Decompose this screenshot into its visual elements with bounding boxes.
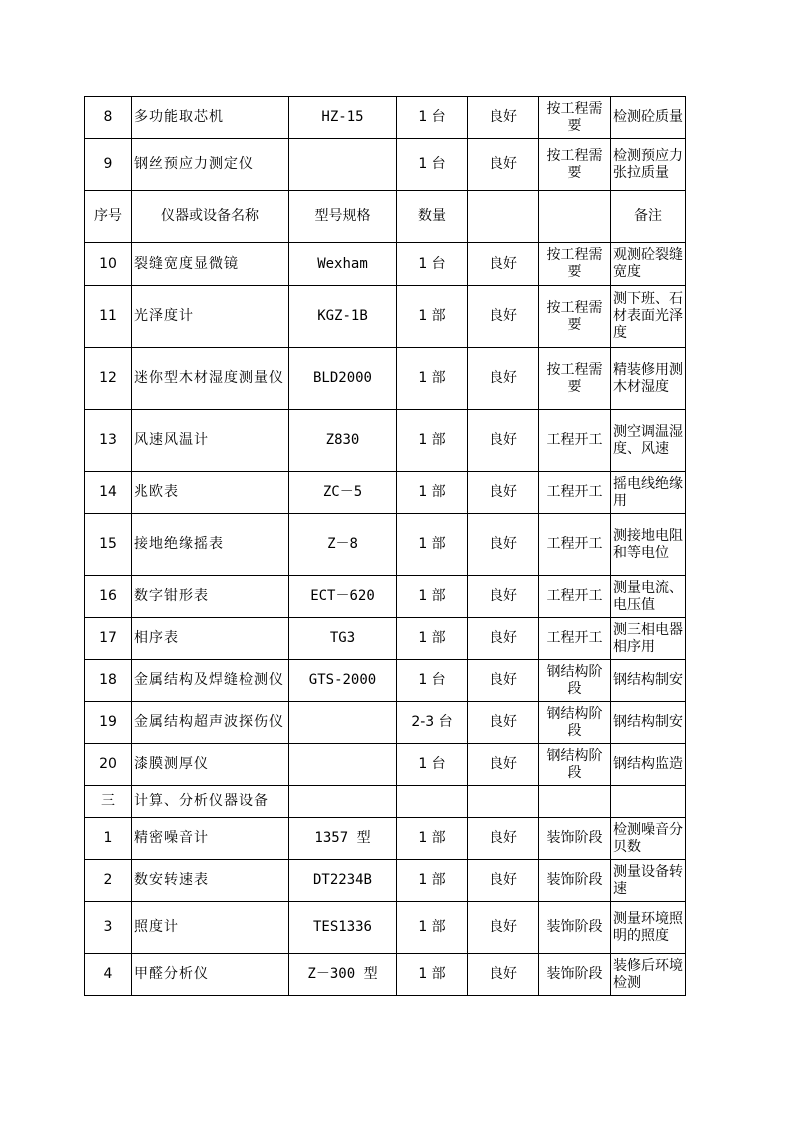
cell-usage bbox=[539, 786, 611, 818]
cell-model: KGZ-1B bbox=[289, 286, 397, 348]
cell-usage: 工程开工 bbox=[539, 514, 611, 576]
cell-note: 测量电流、电压值 bbox=[611, 576, 686, 618]
cell-model: 1357 型 bbox=[289, 818, 397, 860]
cell-usage: 工程开工 bbox=[539, 472, 611, 514]
header-usage bbox=[539, 191, 611, 243]
cell-model: DT2234B bbox=[289, 860, 397, 902]
cell-name: 裂缝宽度显微镜 bbox=[132, 243, 289, 286]
cell-no: 1 bbox=[85, 818, 132, 860]
cell-qty: 2-3 台 bbox=[397, 702, 468, 744]
table-row bbox=[85, 618, 686, 660]
cell-note: 装修后环境检测 bbox=[611, 954, 686, 996]
table-row bbox=[85, 660, 686, 702]
cell-model: Wexham bbox=[289, 243, 397, 286]
cell-condition: 良好 bbox=[468, 576, 539, 618]
cell-usage: 工程开工 bbox=[539, 576, 611, 618]
cell-no: 15 bbox=[85, 514, 132, 576]
cell-qty: 1 部 bbox=[397, 618, 468, 660]
cell-qty: 1 部 bbox=[397, 576, 468, 618]
table-row bbox=[85, 818, 686, 860]
cell-name: 精密噪音计 bbox=[132, 818, 289, 860]
cell-note: 测量设备转速 bbox=[611, 860, 686, 902]
cell-condition: 良好 bbox=[468, 243, 539, 286]
cell-condition: 良好 bbox=[468, 97, 539, 139]
cell-name: 多功能取芯机 bbox=[132, 97, 289, 139]
cell-no: 14 bbox=[85, 472, 132, 514]
cell-name: 风速风温计 bbox=[132, 410, 289, 472]
cell-no: 16 bbox=[85, 576, 132, 618]
cell-qty: 1 台 bbox=[397, 97, 468, 139]
cell-model bbox=[289, 702, 397, 744]
table-row bbox=[85, 286, 686, 348]
cell-no: 10 bbox=[85, 243, 132, 286]
cell-no: 19 bbox=[85, 702, 132, 744]
table-row bbox=[85, 243, 686, 286]
cell-condition: 良好 bbox=[468, 744, 539, 786]
cell-note: 检测噪音分贝数 bbox=[611, 818, 686, 860]
cell-note: 钢结构制安 bbox=[611, 660, 686, 702]
cell-usage: 按工程需要 bbox=[539, 139, 611, 191]
cell-name: 兆欧表 bbox=[132, 472, 289, 514]
cell-note: 测下班、石材表面光泽度 bbox=[611, 286, 686, 348]
cell-name: 计算、分析仪器设备 bbox=[132, 786, 289, 818]
cell-qty: 1 部 bbox=[397, 472, 468, 514]
table-row bbox=[85, 97, 686, 139]
cell-usage: 工程开工 bbox=[539, 618, 611, 660]
cell-note: 测量环境照明的照度 bbox=[611, 902, 686, 954]
cell-condition: 良好 bbox=[468, 286, 539, 348]
table-row bbox=[85, 702, 686, 744]
cell-no: 2 bbox=[85, 860, 132, 902]
table-row bbox=[85, 514, 686, 576]
header-qty: 数量 bbox=[397, 191, 468, 243]
header-model: 型号规格 bbox=[289, 191, 397, 243]
table-row bbox=[85, 786, 686, 818]
cell-model: ECT－620 bbox=[289, 576, 397, 618]
table-row bbox=[85, 410, 686, 472]
cell-no: 20 bbox=[85, 744, 132, 786]
cell-note: 测接地电阻和等电位 bbox=[611, 514, 686, 576]
cell-qty: 1 部 bbox=[397, 954, 468, 996]
cell-usage: 装饰阶段 bbox=[539, 902, 611, 954]
cell-model: TES1336 bbox=[289, 902, 397, 954]
cell-note: 检测砼质量 bbox=[611, 97, 686, 139]
table-header-row bbox=[85, 191, 686, 243]
cell-no: 13 bbox=[85, 410, 132, 472]
cell-usage: 钢结构阶段 bbox=[539, 660, 611, 702]
cell-qty: 1 部 bbox=[397, 902, 468, 954]
cell-no: 18 bbox=[85, 660, 132, 702]
table-row bbox=[85, 954, 686, 996]
cell-name: 照度计 bbox=[132, 902, 289, 954]
cell-name: 接地绝缘摇表 bbox=[132, 514, 289, 576]
header-no: 序号 bbox=[85, 191, 132, 243]
cell-model: HZ-15 bbox=[289, 97, 397, 139]
cell-usage: 装饰阶段 bbox=[539, 818, 611, 860]
cell-name: 光泽度计 bbox=[132, 286, 289, 348]
cell-name: 金属结构及焊缝检测仪 bbox=[132, 660, 289, 702]
cell-model: Z830 bbox=[289, 410, 397, 472]
cell-note: 钢结构监造 bbox=[611, 744, 686, 786]
cell-condition bbox=[468, 786, 539, 818]
cell-no: 11 bbox=[85, 286, 132, 348]
cell-name: 迷你型木材湿度测量仪 bbox=[132, 348, 289, 410]
cell-condition: 良好 bbox=[468, 860, 539, 902]
cell-usage: 按工程需要 bbox=[539, 286, 611, 348]
cell-usage: 钢结构阶段 bbox=[539, 744, 611, 786]
cell-model: ZC－5 bbox=[289, 472, 397, 514]
cell-condition: 良好 bbox=[468, 139, 539, 191]
cell-note: 测三相电器相序用 bbox=[611, 618, 686, 660]
table-row bbox=[85, 860, 686, 902]
cell-name: 甲醛分析仪 bbox=[132, 954, 289, 996]
cell-model bbox=[289, 744, 397, 786]
cell-note: 摇电线绝缘用 bbox=[611, 472, 686, 514]
cell-note: 精装修用测木材湿度 bbox=[611, 348, 686, 410]
cell-condition: 良好 bbox=[468, 902, 539, 954]
cell-no: 8 bbox=[85, 97, 132, 139]
cell-model: BLD2000 bbox=[289, 348, 397, 410]
cell-condition: 良好 bbox=[468, 514, 539, 576]
cell-no: 12 bbox=[85, 348, 132, 410]
cell-qty: 1 部 bbox=[397, 286, 468, 348]
cell-no: 17 bbox=[85, 618, 132, 660]
cell-no: 4 bbox=[85, 954, 132, 996]
header-note: 备注 bbox=[611, 191, 686, 243]
equipment-table-body bbox=[85, 97, 686, 996]
cell-name: 数安转速表 bbox=[132, 860, 289, 902]
cell-usage: 装饰阶段 bbox=[539, 954, 611, 996]
cell-condition: 良好 bbox=[468, 348, 539, 410]
cell-usage: 按工程需要 bbox=[539, 97, 611, 139]
cell-usage: 装饰阶段 bbox=[539, 860, 611, 902]
equipment-table bbox=[84, 96, 686, 996]
cell-no: 三 bbox=[85, 786, 132, 818]
table-row bbox=[85, 348, 686, 410]
cell-qty bbox=[397, 786, 468, 818]
cell-condition: 良好 bbox=[468, 660, 539, 702]
cell-name: 钢丝预应力测定仪 bbox=[132, 139, 289, 191]
cell-qty: 1 部 bbox=[397, 410, 468, 472]
cell-model: Z－8 bbox=[289, 514, 397, 576]
cell-usage: 工程开工 bbox=[539, 410, 611, 472]
cell-name: 金属结构超声波探伤仪 bbox=[132, 702, 289, 744]
cell-note: 观测砼裂缝宽度 bbox=[611, 243, 686, 286]
cell-usage: 按工程需要 bbox=[539, 243, 611, 286]
header-name: 仪器或设备名称 bbox=[132, 191, 289, 243]
cell-no: 9 bbox=[85, 139, 132, 191]
cell-qty: 1 部 bbox=[397, 514, 468, 576]
cell-condition: 良好 bbox=[468, 618, 539, 660]
cell-name: 数字钳形表 bbox=[132, 576, 289, 618]
cell-usage: 按工程需要 bbox=[539, 348, 611, 410]
cell-condition: 良好 bbox=[468, 702, 539, 744]
cell-qty: 1 部 bbox=[397, 860, 468, 902]
table-row bbox=[85, 744, 686, 786]
cell-model: GTS-2000 bbox=[289, 660, 397, 702]
cell-no: 3 bbox=[85, 902, 132, 954]
cell-condition: 良好 bbox=[468, 818, 539, 860]
cell-model bbox=[289, 139, 397, 191]
cell-note bbox=[611, 786, 686, 818]
cell-model: Z－300 型 bbox=[289, 954, 397, 996]
cell-qty: 1 台 bbox=[397, 660, 468, 702]
cell-model: TG3 bbox=[289, 618, 397, 660]
cell-note: 检测预应力张拉质量 bbox=[611, 139, 686, 191]
cell-qty: 1 台 bbox=[397, 139, 468, 191]
cell-name: 漆膜测厚仪 bbox=[132, 744, 289, 786]
cell-model bbox=[289, 786, 397, 818]
cell-note: 钢结构制安 bbox=[611, 702, 686, 744]
table-row bbox=[85, 902, 686, 954]
cell-condition: 良好 bbox=[468, 472, 539, 514]
table-row bbox=[85, 576, 686, 618]
cell-condition: 良好 bbox=[468, 410, 539, 472]
table-row bbox=[85, 139, 686, 191]
cell-qty: 1 部 bbox=[397, 348, 468, 410]
cell-note: 测空调温湿度、风速 bbox=[611, 410, 686, 472]
cell-usage: 钢结构阶段 bbox=[539, 702, 611, 744]
cell-condition: 良好 bbox=[468, 954, 539, 996]
cell-name: 相序表 bbox=[132, 618, 289, 660]
header-condition bbox=[468, 191, 539, 243]
cell-qty: 1 台 bbox=[397, 243, 468, 286]
cell-qty: 1 台 bbox=[397, 744, 468, 786]
cell-qty: 1 部 bbox=[397, 818, 468, 860]
table-row bbox=[85, 472, 686, 514]
